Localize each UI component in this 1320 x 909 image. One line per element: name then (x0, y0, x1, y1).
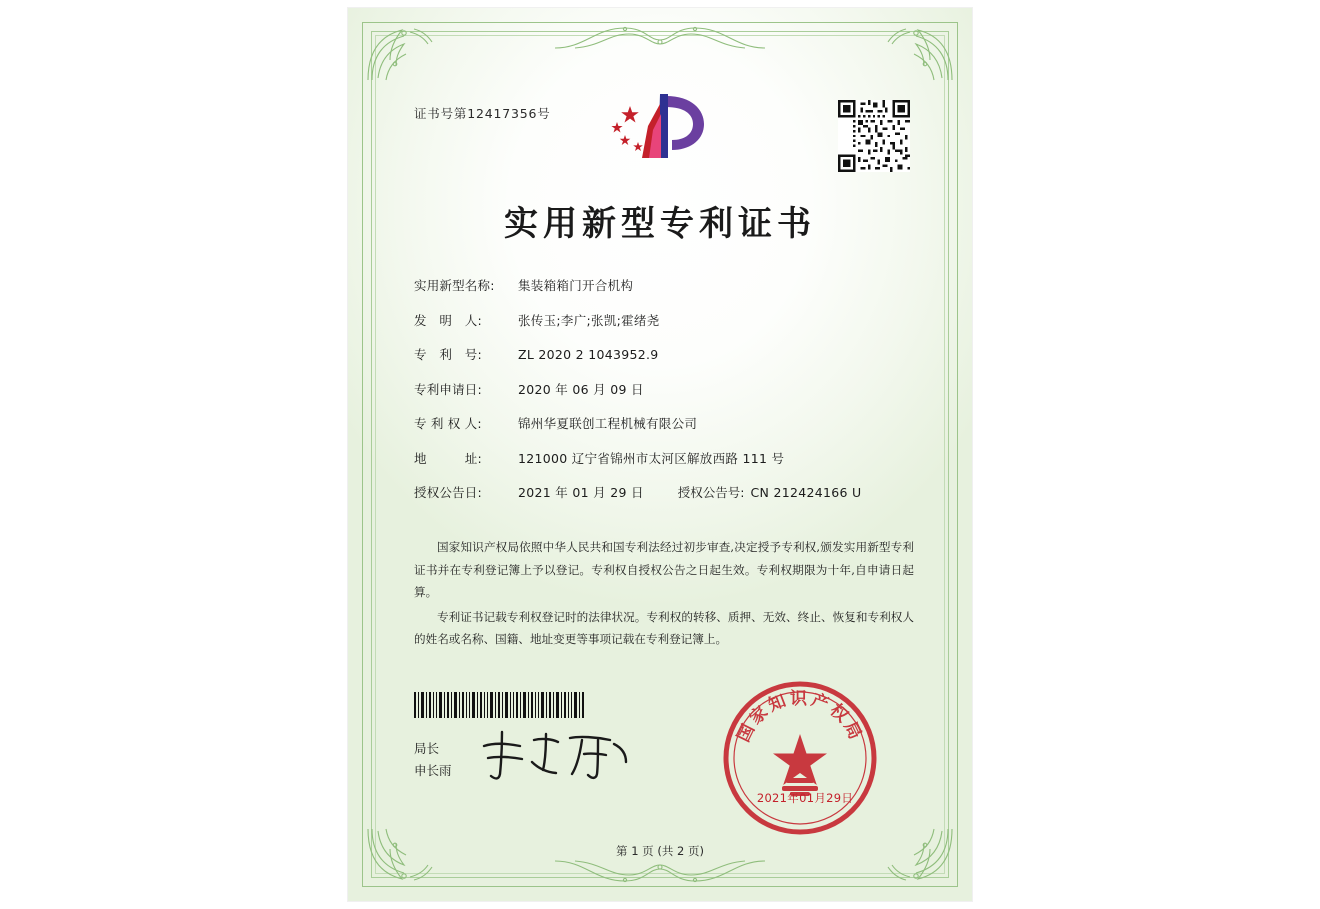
handwritten-signature-icon (476, 724, 636, 784)
field-row (414, 311, 916, 329)
field-label: 地 址: (414, 450, 482, 466)
field-value: 集装箱箱门开合机构 (518, 278, 634, 293)
field-row (414, 449, 916, 467)
qr-code-icon (838, 100, 910, 172)
corner-ornament-icon (884, 24, 956, 84)
field-row (414, 414, 916, 432)
seal-date: 2021年01月29日 (756, 791, 854, 805)
cnipa-patent-emblem-icon (600, 86, 720, 166)
field-value: ZL 2020 2 1043952.9 (518, 347, 659, 362)
certificate-number: 证书号第12417356号 (414, 106, 551, 121)
field-label: 专 利 号: (414, 347, 482, 362)
top-edge-ornament-icon (545, 22, 775, 52)
signature-block (414, 738, 452, 782)
field-value: 2020 年 06 月 09 日 (518, 381, 644, 397)
field-row (414, 380, 916, 398)
legal-paragraph-2: 专利证书记载专利权登记时的法律状况。专利权的转移、质押、无效、终止、恢复和专利权人的姓名或名称、国籍、地址变更等事项记载在专利登记簿上。 (414, 609, 914, 647)
svg-text:国家知识产权局: 国家知识产权局 (733, 689, 867, 746)
field-label-announcement-number: 授权公告号: (677, 485, 745, 500)
field-label: 实用新型名称: (414, 278, 495, 293)
bottom-edge-ornament-icon (545, 857, 775, 887)
legal-body-text (414, 536, 914, 653)
field-value: 121000 辽宁省锦州市太河区解放西路 111 号 (518, 450, 785, 466)
field-value-announcement-number: CN 212424166 U (750, 485, 862, 500)
corner-ornament-icon (364, 24, 436, 84)
signature-title: 局长 (414, 741, 440, 756)
signature-name: 申长雨 (414, 762, 452, 778)
legal-paragraph-1: 国家知识产权局依照中华人民共和国专利法经过初步审查,决定授予专利权,颁发实用新型专利证书并在专利登记簿上予以登记。专利权自授权公告之日起生效。专利权期限为十年,自申请日起算。 (414, 540, 914, 600)
field-value-announcement-date: 2021 年 01 月 29 日 (518, 485, 644, 500)
field-label: 发 明 人: (414, 312, 482, 328)
field-label: 专利申请日: (414, 381, 482, 397)
page-footer: 第 1 页 (共 2 页) (616, 844, 704, 858)
official-seal-icon (720, 678, 880, 838)
barcode-icon (414, 692, 586, 718)
patent-field-list (414, 276, 916, 518)
page-title: 实用新型专利证书 (504, 204, 816, 244)
field-label: 专 利 权 人: (414, 416, 482, 431)
field-row (414, 276, 916, 294)
field-row (414, 345, 916, 363)
field-label-announcement-date: 授权公告日: (414, 485, 482, 500)
field-row-announcement (414, 483, 916, 501)
patent-certificate-page (348, 8, 972, 901)
field-value: 锦州华夏联创工程机械有限公司 (518, 416, 698, 431)
field-value: 张传玉;李广;张凯;霍绪尧 (518, 312, 660, 328)
